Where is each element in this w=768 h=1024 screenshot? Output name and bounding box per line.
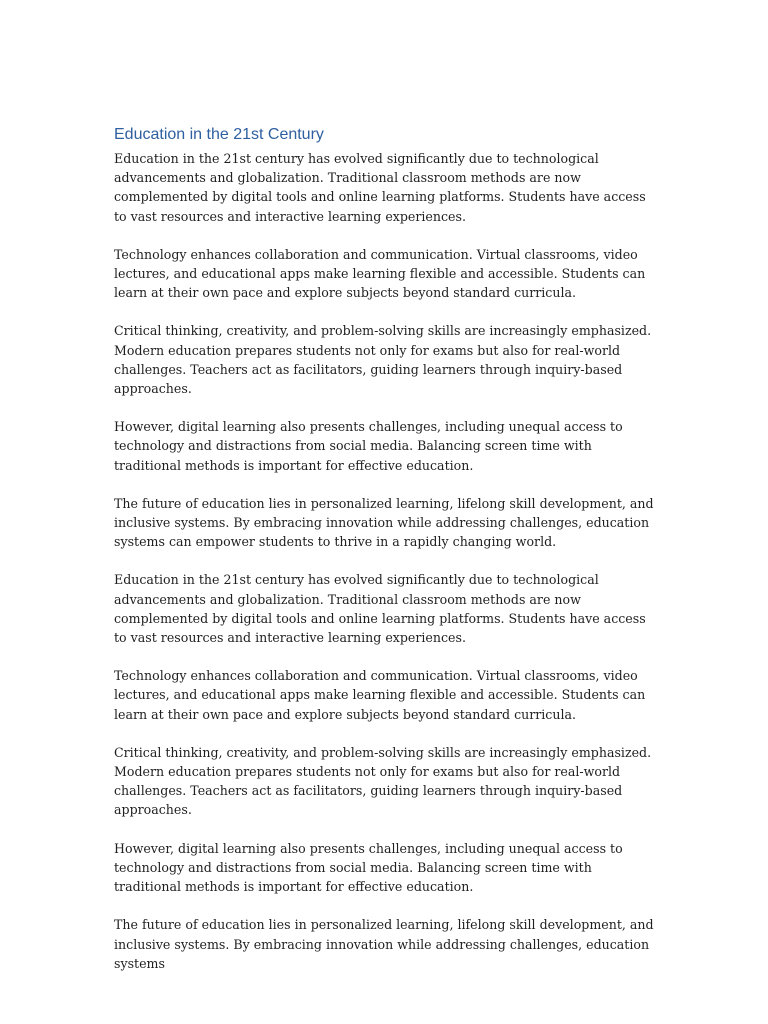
document-title: Education in the 21st Century [114,126,324,143]
paragraph: Education in the 21st century has evolved significantly due to technological advancements and globalization. Traditional classroom methods are now complemented by digital tools and online learning platforms. Students have access to vast resources and interactive learning experiences. [114,151,646,224]
paragraph: Technology enhances collaboration and communication. Virtual classrooms, video lectures, and educational apps make learning flexible and accessible. Students can learn at their own pace and explore subjects beyond standard curricula. [114,246,646,301]
paragraph: Technology enhances collaboration and communication. Virtual classrooms, video lectures, and educational apps make learning flexible and accessible. Students can learn at their own pace and explore subjects beyond standard curricula. [114,668,646,722]
paragraph: Education in the 21st century has evolved significantly due to technological advancements and globalization. Traditional classroom methods are now complemented by digital tools and online learning platforms. Students have access to vast resources and interactive learning experiences. [114,572,646,646]
paragraph: The future of education lies in personalized learning, lifelong skill development, and inclusive systems. By embracing innovation while addressing challenges, education systems [114,917,654,971]
paragraph: Critical thinking, creativity, and problem-solving skills are increasingly emphasized. Modern education prepares students not only for exams but also for real-world challenges. Teachers act as facilitators, guiding learners through inquiry-based approaches. [114,323,652,397]
paragraph: However, digital learning also presents challenges, including unequal access to technology and distractions from social media. Balancing screen time with traditional methods is important for effective education. [114,419,623,473]
document-body [114,123,662,992]
paragraph: Critical thinking, creativity, and problem-solving skills are increasingly emphasized. Modern education prepares students not only for exams but also for real-world challenges. Teachers act as facilitators, guiding learners through inquiry-based approaches. [114,744,652,818]
paragraph: The future of education lies in personalized learning, lifelong skill development, and inclusive systems. By embracing innovation while addressing challenges, education systems can empower students to thrive in a rapidly changing world. [114,495,654,550]
paragraph: However, digital learning also presents challenges, including unequal access to technology and distractions from social media. Balancing screen time with traditional methods is important for effective education. [114,840,623,895]
